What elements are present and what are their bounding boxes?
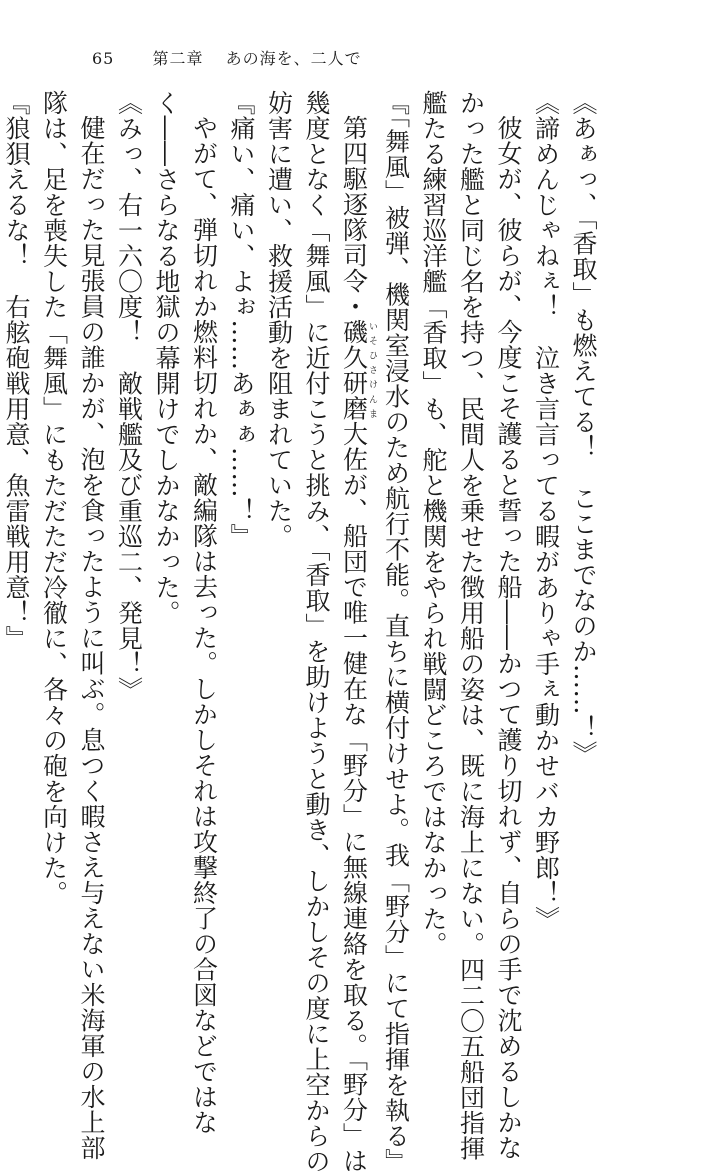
text-line: 隊は、足を喪失した「舞風」にもただただ冷徹に、各々の砲を向けた。 [39, 90, 69, 906]
text-line: かった艦と同じ名を持つ、民間人を乗せた徴用船の姿は、既に海上にない。四二〇五船団指揮 [456, 90, 486, 1161]
text-line: 幾度となく「舞風」に近付こうと挑み、「香取」を助けようと動き、しかしその度に上空からの [302, 90, 331, 1174]
chapter-title: あの海を、二人で [225, 49, 362, 68]
ruby-name: 磯久研磨いそひさけんま [339, 319, 377, 421]
text-line: く――さらなる地獄の幕開けでしかなかった。 [152, 90, 181, 626]
text-line: 彼女が、彼らが、今度こそ護ると誓った船――かつて護り切れず、自らの手で沈めるしかな [494, 115, 523, 1161]
text-line: 《みっ、右一六〇度！ 敵戦艦及び重巡二、発見！》 [114, 90, 144, 702]
text-line: 『痛い、痛い、よぉ……あぁぁ……！』 [227, 90, 256, 549]
text-line: やがて、弾切れか燃料切れか、敵編隊は去った。しかしそれは攻撃終了の合図などではな [189, 115, 219, 1135]
chapter-label: 第二章 [152, 49, 204, 68]
vertical-body-text [2, 90, 602, 1174]
text-line: 妨害に遭い、救援活動を阻まれていた。 [264, 90, 294, 549]
text-line: 『狼狽えるな！ 右舷砲戦用意、魚雷戦用意！』 [2, 90, 31, 651]
text-line: 艦たる練習巡洋艦「香取」も、舵と機関をやられ戦闘どころではなかった。 [419, 90, 448, 957]
text-line-with-ruby: 第四駆逐隊司令・磯久研磨いそひさけんま大佐が、船団で唯一健在な「野分」に無線連絡を取る。「野分」は [339, 115, 377, 1174]
text-line: 《あぁっ、「香取」も燃えてる！ ここまでなのか……！》 [569, 90, 598, 766]
text-line: 健在だった見張員の誰かが、泡を食ったように叫ぶ。息つく暇さえ与えない米海軍の水上部 [77, 115, 106, 1161]
running-header [92, 46, 362, 69]
text-line: 《諦めんじゃねぇ！ 泣き言言ってる暇がありゃ手ぇ動かせバカ野郎！》 [531, 90, 561, 932]
text-line: 『「舞風」被弾、機関室浸水のため航行不能。直ちに横付けせよ。我「野分」にて指揮を執る』 [381, 90, 411, 1174]
page-number: 65 [92, 49, 115, 68]
